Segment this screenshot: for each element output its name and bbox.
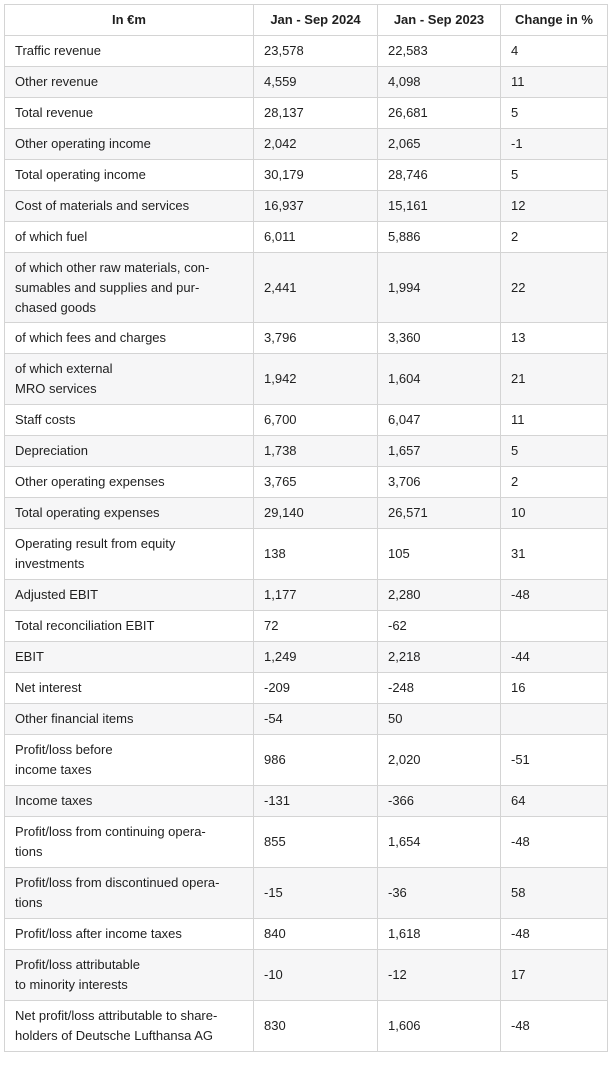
change-percent: 5 [501, 98, 608, 129]
table-row [5, 436, 608, 467]
row-label: Other revenue [5, 67, 254, 98]
change-percent [501, 704, 608, 735]
row-label: of which external MRO services [5, 354, 254, 405]
change-percent: 5 [501, 436, 608, 467]
table-row [5, 467, 608, 498]
row-label: Profit/loss after income taxes [5, 919, 254, 950]
change-percent: 13 [501, 323, 608, 354]
change-percent: 58 [501, 868, 608, 919]
row-label: Traffic revenue [5, 36, 254, 67]
value-2023: -62 [378, 611, 501, 642]
change-percent: 2 [501, 222, 608, 253]
table-row [5, 580, 608, 611]
table-row [5, 36, 608, 67]
value-2023: 1,604 [378, 354, 501, 405]
table-row [5, 735, 608, 786]
value-2023: 1,606 [378, 1001, 501, 1052]
value-2024: 1,177 [254, 580, 378, 611]
change-percent: -48 [501, 817, 608, 868]
table-row [5, 160, 608, 191]
value-2023: 3,360 [378, 323, 501, 354]
table-row [5, 868, 608, 919]
row-label: Profit/loss from discontinued opera- tions [5, 868, 254, 919]
value-2023: 2,020 [378, 735, 501, 786]
value-2024: 6,700 [254, 405, 378, 436]
header-jan-sep-2024: Jan - Sep 2024 [254, 5, 378, 36]
change-percent [501, 611, 608, 642]
value-2024: 23,578 [254, 36, 378, 67]
value-2024: 138 [254, 529, 378, 580]
row-label: Staff costs [5, 405, 254, 436]
value-2023: -248 [378, 673, 501, 704]
table-row [5, 67, 608, 98]
table-row [5, 786, 608, 817]
table-row [5, 642, 608, 673]
value-2024: 986 [254, 735, 378, 786]
value-2023: 15,161 [378, 191, 501, 222]
change-percent: 17 [501, 950, 608, 1001]
change-percent: -1 [501, 129, 608, 160]
row-label: of which other raw materials, con- sumables and supplies and pur- chased goods [5, 253, 254, 323]
row-label: of which fees and charges [5, 323, 254, 354]
row-label: Total operating expenses [5, 498, 254, 529]
change-percent: -48 [501, 919, 608, 950]
value-2023: -36 [378, 868, 501, 919]
change-percent: 64 [501, 786, 608, 817]
change-percent: 5 [501, 160, 608, 191]
change-percent: -48 [501, 1001, 608, 1052]
value-2023: 6,047 [378, 405, 501, 436]
value-2024: 4,559 [254, 67, 378, 98]
row-label: Total reconciliation EBIT [5, 611, 254, 642]
value-2024: -209 [254, 673, 378, 704]
row-label: Other financial items [5, 704, 254, 735]
row-label: Net interest [5, 673, 254, 704]
value-2023: 2,065 [378, 129, 501, 160]
value-2024: 855 [254, 817, 378, 868]
change-percent: 16 [501, 673, 608, 704]
value-2023: 4,098 [378, 67, 501, 98]
change-percent: 12 [501, 191, 608, 222]
row-label: Net profit/loss attributable to share- holders of Deutsche Lufthansa AG [5, 1001, 254, 1052]
table-row [5, 253, 608, 323]
value-2023: 28,746 [378, 160, 501, 191]
table-row [5, 405, 608, 436]
row-label: Adjusted EBIT [5, 580, 254, 611]
header-jan-sep-2023: Jan - Sep 2023 [378, 5, 501, 36]
row-label: Profit/loss before income taxes [5, 735, 254, 786]
change-percent: -48 [501, 580, 608, 611]
value-2023: 1,657 [378, 436, 501, 467]
value-2024: -54 [254, 704, 378, 735]
change-percent: 21 [501, 354, 608, 405]
row-label: Cost of materials and services [5, 191, 254, 222]
value-2023: 26,571 [378, 498, 501, 529]
value-2023: 105 [378, 529, 501, 580]
value-2023: 2,280 [378, 580, 501, 611]
value-2024: 3,796 [254, 323, 378, 354]
value-2024: 6,011 [254, 222, 378, 253]
table-row [5, 817, 608, 868]
change-percent: 2 [501, 467, 608, 498]
table-row [5, 354, 608, 405]
table-row [5, 704, 608, 735]
table-row [5, 611, 608, 642]
row-label: of which fuel [5, 222, 254, 253]
header-line-item: In €m [5, 5, 254, 36]
table-row [5, 673, 608, 704]
row-label: Other operating expenses [5, 467, 254, 498]
value-2024: 1,942 [254, 354, 378, 405]
row-label: Profit/loss attributable to minority interests [5, 950, 254, 1001]
income-statement-container [4, 4, 608, 1052]
value-2024: 16,937 [254, 191, 378, 222]
value-2023: 2,218 [378, 642, 501, 673]
value-2023: -12 [378, 950, 501, 1001]
table-row [5, 222, 608, 253]
table-row [5, 919, 608, 950]
value-2024: -15 [254, 868, 378, 919]
value-2024: 30,179 [254, 160, 378, 191]
value-2024: 2,441 [254, 253, 378, 323]
table-body [5, 36, 608, 1052]
value-2024: 1,738 [254, 436, 378, 467]
value-2024: 28,137 [254, 98, 378, 129]
table-row [5, 529, 608, 580]
value-2024: 830 [254, 1001, 378, 1052]
row-label: Depreciation [5, 436, 254, 467]
change-percent: 31 [501, 529, 608, 580]
row-label: Operating result from equity investments [5, 529, 254, 580]
table-row [5, 98, 608, 129]
row-label: Other operating income [5, 129, 254, 160]
change-percent: 10 [501, 498, 608, 529]
value-2024: 1,249 [254, 642, 378, 673]
value-2023: 50 [378, 704, 501, 735]
value-2023: 1,994 [378, 253, 501, 323]
value-2023: 26,681 [378, 98, 501, 129]
row-label: EBIT [5, 642, 254, 673]
value-2024: 840 [254, 919, 378, 950]
table-header-row [5, 5, 608, 36]
row-label: Profit/loss from continuing opera- tions [5, 817, 254, 868]
row-label: Total revenue [5, 98, 254, 129]
table-row [5, 129, 608, 160]
table-row [5, 950, 608, 1001]
table-row [5, 498, 608, 529]
change-percent: -44 [501, 642, 608, 673]
table-row [5, 1001, 608, 1052]
value-2023: 1,654 [378, 817, 501, 868]
value-2023: 3,706 [378, 467, 501, 498]
value-2024: 72 [254, 611, 378, 642]
income-statement-table [4, 4, 608, 1052]
value-2024: -131 [254, 786, 378, 817]
value-2024: 2,042 [254, 129, 378, 160]
value-2023: 5,886 [378, 222, 501, 253]
table-row [5, 191, 608, 222]
value-2023: -366 [378, 786, 501, 817]
change-percent: 11 [501, 405, 608, 436]
row-label: Income taxes [5, 786, 254, 817]
change-percent: 4 [501, 36, 608, 67]
value-2023: 1,618 [378, 919, 501, 950]
header-change-percent: Change in % [501, 5, 608, 36]
change-percent: 11 [501, 67, 608, 98]
value-2024: -10 [254, 950, 378, 1001]
row-label: Total operating income [5, 160, 254, 191]
value-2024: 3,765 [254, 467, 378, 498]
table-row [5, 323, 608, 354]
value-2023: 22,583 [378, 36, 501, 67]
change-percent: -51 [501, 735, 608, 786]
value-2024: 29,140 [254, 498, 378, 529]
change-percent: 22 [501, 253, 608, 323]
